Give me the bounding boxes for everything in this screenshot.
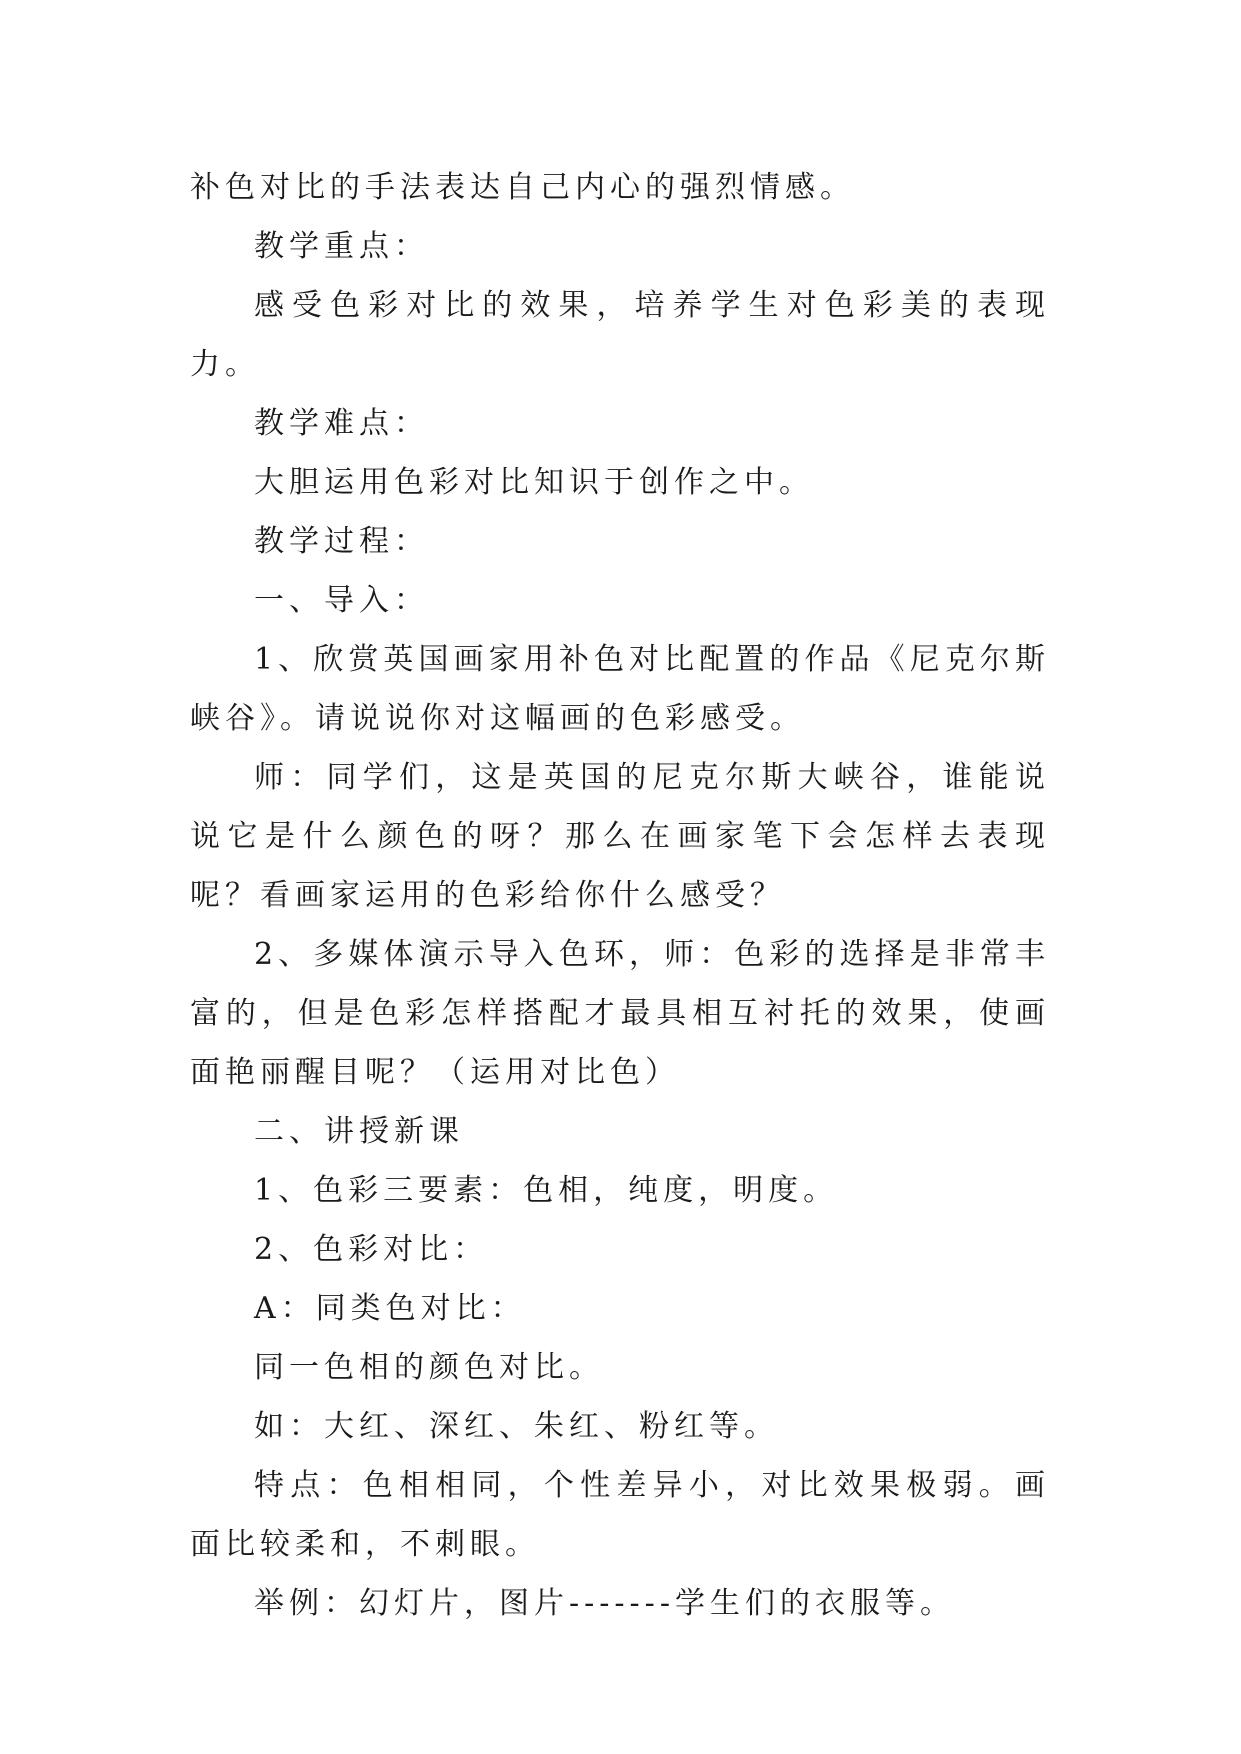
paragraph-teaching-focus: 感受色彩对比的效果，培养学生对色彩美的表现力。 (190, 288, 1050, 382)
heading-teaching-difficulty: 教学难点： (254, 406, 429, 441)
paragraph-color-contrast: 2、色彩对比： (254, 1232, 489, 1267)
paragraph-examples-red: 如：大红、深红、朱红、粉红等。 (254, 1409, 779, 1444)
paragraph-color-wheel: 2、多媒体演示导入色环，师：色彩的选择是非常丰富的，但是色彩怎样搭配才最具相互衬托的效果，使画面艳丽醒目呢？（运用对比色） (190, 937, 1050, 1090)
heading-teaching-process: 教学过程： (254, 524, 429, 559)
paragraph-characteristics: 特点：色相相同，个性差异小，对比效果极弱。画面比较柔和，不刺眼。 (190, 1468, 1050, 1562)
paragraph-three-elements: 1、色彩三要素：色相，纯度，明度。 (254, 1173, 839, 1208)
paragraph-appreciation: 1、欣赏英国画家用补色对比配置的作品《尼克尔斯峡谷》。请说说你对这幅画的色彩感受。 (190, 642, 1050, 736)
paragraph-same-hue: 同一色相的颜色对比。 (254, 1350, 604, 1385)
paragraph-teacher-question: 师：同学们，这是英国的尼克尔斯大峡谷，谁能说说它是什么颜色的呀？那么在画家笔下会怎样去表现呢？看画家运用的色彩给你什么感受？ (190, 760, 1050, 913)
paragraph-similar-color-contrast: A：同类色对比： (254, 1291, 526, 1326)
section-introduction: 一、导入： (254, 583, 429, 618)
paragraph-teaching-difficulty: 大胆运用色彩对比知识于创作之中。 (254, 465, 814, 500)
heading-teaching-focus: 教学重点： (254, 229, 429, 264)
paragraph-1: 补色对比的手法表达自己内心的强烈情感。 (190, 170, 855, 205)
paragraph-slides-example: 举例：幻灯片，图片-------学生们的衣服等。 (254, 1586, 955, 1621)
section-new-lesson: 二、讲授新课 (254, 1114, 464, 1149)
document-body (190, 158, 1050, 1633)
